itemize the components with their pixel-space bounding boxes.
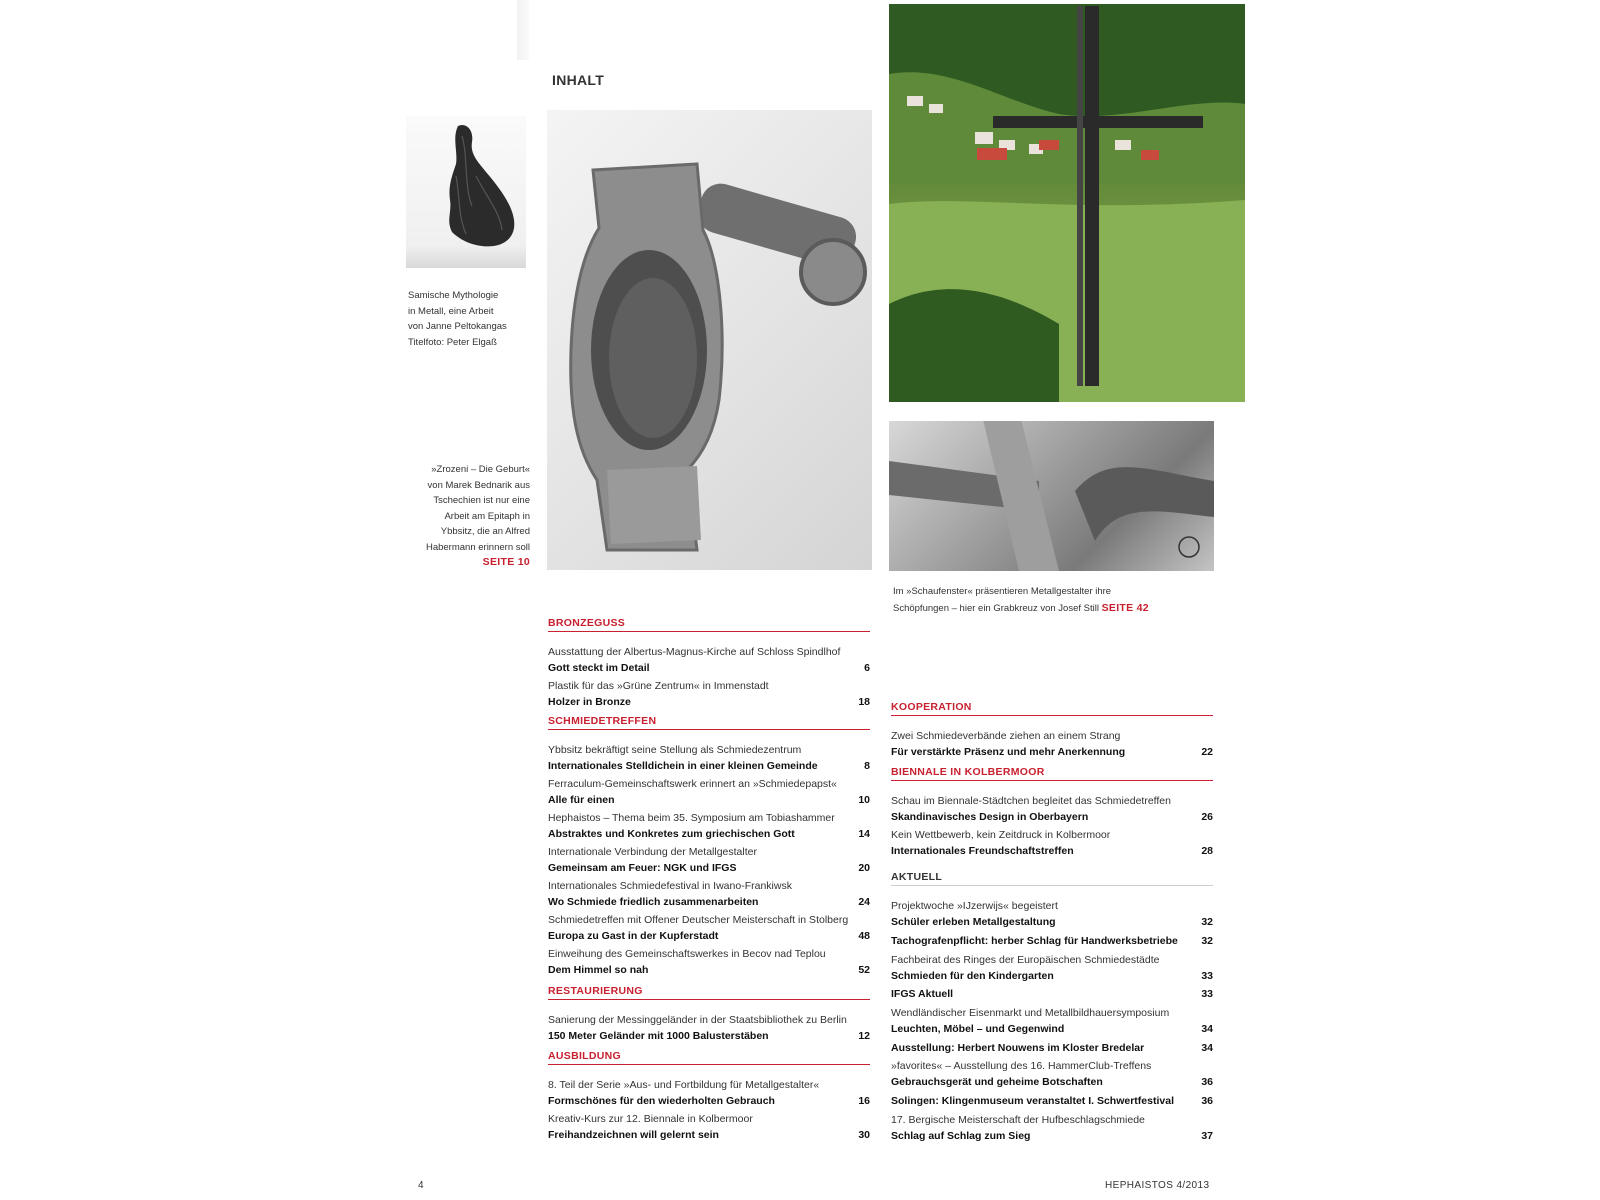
toc-entry-page: 8 — [864, 759, 870, 772]
toc-entry[interactable] — [891, 729, 1213, 760]
toc-entry-page: 33 — [1201, 969, 1213, 982]
toc-entry[interactable] — [891, 987, 1213, 1003]
toc-entry-page: 34 — [1201, 1042, 1213, 1054]
toc-entry[interactable] — [548, 1013, 870, 1044]
toc-entry-page: 32 — [1201, 915, 1213, 928]
toc-entry-subtitle: Einweihung des Gemeinschaftswerkes in Becov nad Teplou — [548, 948, 826, 960]
toc-entry-page: 52 — [858, 963, 870, 976]
toc-entry-title: Schlag auf Schlag zum Sieg — [891, 1129, 1031, 1142]
toc-entry[interactable] — [548, 1112, 870, 1143]
toc-entry-title: Freihandzeichnen will gelernt sein — [548, 1128, 719, 1141]
page-number: 4 — [418, 1180, 424, 1191]
schaufenster-page-ref[interactable]: SEITE 42 — [1101, 602, 1149, 614]
toc-entry-page: 36 — [1201, 1095, 1213, 1107]
toc-entry[interactable] — [548, 947, 870, 978]
toc-entry-title: Abstraktes und Konkretes zum griechischen Gott — [548, 827, 795, 840]
toc-entry-subtitle: Kreativ-Kurs zur 12. Biennale in Kolbermoor — [548, 1113, 753, 1125]
caption-text: Schöpfungen – hier ein Grabkreuz von Josef Still — [893, 603, 1099, 614]
toc-entry-title: Skandinavisches Design in Oberbayern — [891, 810, 1089, 823]
issue-label: HEPHAISTOS 4/2013 — [1105, 1180, 1210, 1191]
section-heading-kooperation: KOOPERATION — [891, 701, 1213, 716]
toc-entry-subtitle: Sanierung der Messinggeländer in der Staatsbibliothek zu Berlin — [548, 1014, 847, 1026]
toc-entry-page: 6 — [864, 661, 870, 674]
toc-entry[interactable] — [548, 845, 870, 876]
epitaph-photo — [547, 110, 872, 570]
toc-entry-title: Leuchten, Möbel – und Gegenwind — [891, 1022, 1065, 1035]
caption-line: Arbeit am Epitaph in — [444, 510, 530, 522]
toc-entry-subtitle: Internationale Verbindung der Metallgestalter — [548, 846, 757, 858]
toc-entry-title: Internationales Freundschaftstreffen — [891, 844, 1074, 857]
section-heading-restaurierung: RESTAURIERUNG — [548, 985, 870, 1000]
toc-entry[interactable] — [548, 879, 870, 910]
toc-entry-page: 48 — [858, 929, 870, 942]
toc-entry[interactable] — [891, 1041, 1213, 1057]
toc-entry-page: 36 — [1201, 1075, 1213, 1088]
schaufenster-caption — [893, 584, 1223, 617]
toc-entry-page: 10 — [858, 793, 870, 806]
toc-entry[interactable] — [891, 1094, 1213, 1110]
toc-entry[interactable] — [891, 934, 1213, 950]
toc-entry-subtitle: Plastik für das »Grüne Zentrum« in Immenstadt — [548, 680, 769, 692]
toc-entry-page: 14 — [858, 827, 870, 840]
caption-line: Tschechien ist nur eine — [433, 495, 530, 506]
toc-entry-title: Alle für einen — [548, 793, 615, 806]
section-heading-aktuell: AKTUELL — [891, 871, 1213, 886]
toc-entry-title: Ausstellung: Herbert Nouwens im Kloster Bredelar — [891, 1042, 1145, 1054]
toc-entry-title: Dem Himmel so nah — [548, 963, 649, 976]
toc-entry-subtitle: Kein Wettbewerb, kein Zeitdruck in Kolbermoor — [891, 829, 1111, 841]
caption-line: Habermann erinnern soll — [425, 541, 530, 553]
toc-entry-subtitle: Ferraculum-Gemeinschaftswerk erinnert an »Schmiedepapst« — [548, 778, 837, 790]
toc-entry[interactable] — [891, 953, 1213, 984]
toc-entry-title: Holzer in Bronze — [548, 695, 631, 708]
toc-entry-subtitle: Ybbsitz bekräftigt seine Stellung als Schmiedezentrum — [548, 744, 802, 756]
toc-entry-page: 32 — [1201, 935, 1213, 947]
zrozeni-page-ref[interactable]: SEITE 10 — [482, 556, 530, 568]
section-heading-ausbildung: AUSBILDUNG — [548, 1050, 870, 1065]
toc-entry-title: 150 Meter Geländer mit 1000 Balusterstäben — [548, 1029, 769, 1042]
toc-entry-page: 16 — [858, 1094, 870, 1107]
toc-entry-subtitle: Ausstattung der Albertus-Magnus-Kirche auf Schloss Spindlhof — [548, 646, 841, 658]
sculpture-caption — [408, 288, 538, 350]
toc-entry-page: 28 — [1201, 844, 1213, 857]
landscape-cross-photo — [889, 4, 1245, 402]
toc-entry-subtitle: Fachbeirat des Ringes der Europäischen Schmiedestädte — [891, 954, 1160, 966]
caption-line: von Marek Bednarik aus — [427, 479, 530, 491]
toc-entry-subtitle: Internationales Schmiedefestival in Iwano-Frankiwsk — [548, 880, 792, 892]
caption-line: Samische Mythologie — [408, 290, 499, 301]
toc-entry-title: Gott steckt im Detail — [548, 661, 650, 674]
page-title: INHALT — [552, 72, 605, 88]
toc-entry-title: Schüler erleben Metallgestaltung — [891, 915, 1056, 928]
toc-entry-page: 18 — [858, 695, 870, 708]
toc-entry-page: 33 — [1201, 988, 1213, 1000]
section-heading-biennale: BIENNALE IN KOLBERMOOR — [891, 766, 1213, 781]
toc-entry-page: 30 — [858, 1128, 870, 1141]
toc-entry[interactable] — [548, 645, 870, 676]
toc-entry-title: Europa zu Gast in der Kupferstadt — [548, 929, 719, 942]
toc-entry-subtitle: Schau im Biennale-Städtchen begleitet das Schmiedetreffen — [891, 795, 1171, 807]
caption-line: Titelfoto: Peter Elgaß — [408, 336, 497, 348]
cross-detail-photo — [889, 421, 1214, 571]
toc-entry-subtitle: Wendländischer Eisenmarkt und Metallbildhauersymposium — [891, 1007, 1170, 1019]
toc-entry-page: 26 — [1201, 810, 1213, 823]
section-heading-bronzeguss: BRONZEGUSS — [548, 617, 870, 632]
toc-entry[interactable] — [548, 777, 870, 808]
toc-entry-title: Wo Schmiede friedlich zusammenarbeiten — [548, 895, 759, 908]
caption-line: Im »Schaufenster« präsentieren Metallgestalter ihre — [893, 586, 1112, 597]
toc-entry-page: 22 — [1201, 745, 1213, 758]
toc-entry-title: Gemeinsam am Feuer: NGK und IFGS — [548, 861, 737, 874]
toc-entry-page: 24 — [858, 895, 870, 908]
toc-entry-title: Schmieden für den Kindergarten — [891, 969, 1054, 982]
caption-line: von Janne Peltokangas — [408, 321, 507, 332]
toc-entry-title: Solingen: Klingenmuseum veranstaltet I. Schwertfestival — [891, 1095, 1174, 1107]
toc-entry-title: IFGS Aktuell — [891, 988, 954, 1000]
toc-entry-subtitle: 17. Bergische Meisterschaft der Hufbeschlagschmiede — [891, 1114, 1145, 1126]
zrozeni-caption — [400, 462, 530, 571]
toc-entry-subtitle: »favorites« – Ausstellung des 16. HammerClub-Treffens — [891, 1060, 1152, 1072]
toc-entry[interactable] — [891, 899, 1213, 930]
caption-line: in Metall, eine Arbeit — [408, 305, 494, 317]
toc-entry-subtitle: 8. Teil der Serie »Aus- und Fortbildung für Metallgestalter« — [548, 1079, 820, 1091]
caption-line-2 — [893, 600, 1223, 617]
toc-entry[interactable] — [548, 743, 870, 774]
toc-entry-subtitle: Projektwoche »IJzerwijs« begeistert — [891, 900, 1058, 912]
page-gutter — [517, 0, 529, 60]
toc-entry-subtitle: Hephaistos – Thema beim 35. Symposium am Tobiashammer — [548, 812, 835, 824]
toc-entry-title: Tachografenpflicht: herber Schlag für Handwerksbetriebe — [891, 935, 1178, 947]
caption-line: »Zrozeni – Die Geburt« — [431, 464, 530, 475]
toc-entry-title: Für verstärkte Präsenz und mehr Anerkennung — [891, 745, 1126, 758]
toc-entry-page: 34 — [1201, 1022, 1213, 1035]
toc-entry-title: Formschönes für den wiederholten Gebrauch — [548, 1094, 775, 1107]
toc-entry[interactable] — [548, 679, 870, 710]
section-heading-schmiedetreffen: SCHMIEDETREFFEN — [548, 715, 870, 730]
toc-entry[interactable] — [891, 1059, 1213, 1090]
toc-entry-page: 12 — [858, 1029, 870, 1042]
toc-entry[interactable] — [891, 794, 1213, 825]
toc-entry[interactable] — [548, 913, 870, 944]
toc-entry-subtitle: Schmiedetreffen mit Offener Deutscher Meisterschaft in Stolberg — [548, 914, 849, 926]
toc-entry-title: Internationales Stelldichein in einer kleinen Gemeinde — [548, 759, 818, 772]
toc-entry-subtitle: Zwei Schmiedeverbände ziehen an einem Strang — [891, 730, 1121, 742]
toc-entry[interactable] — [891, 828, 1213, 859]
toc-entry[interactable] — [891, 1113, 1213, 1144]
toc-entry-page: 20 — [858, 861, 870, 874]
toc-entry-page: 37 — [1201, 1129, 1213, 1142]
toc-entry[interactable] — [548, 1078, 870, 1109]
caption-line: Ybbsitz, die an Alfred — [440, 526, 530, 537]
toc-entry[interactable] — [891, 1006, 1213, 1037]
toc-entry[interactable] — [548, 811, 870, 842]
sculpture-photo — [406, 116, 526, 268]
toc-entry-title: Gebrauchsgerät und geheime Botschaften — [891, 1075, 1103, 1088]
